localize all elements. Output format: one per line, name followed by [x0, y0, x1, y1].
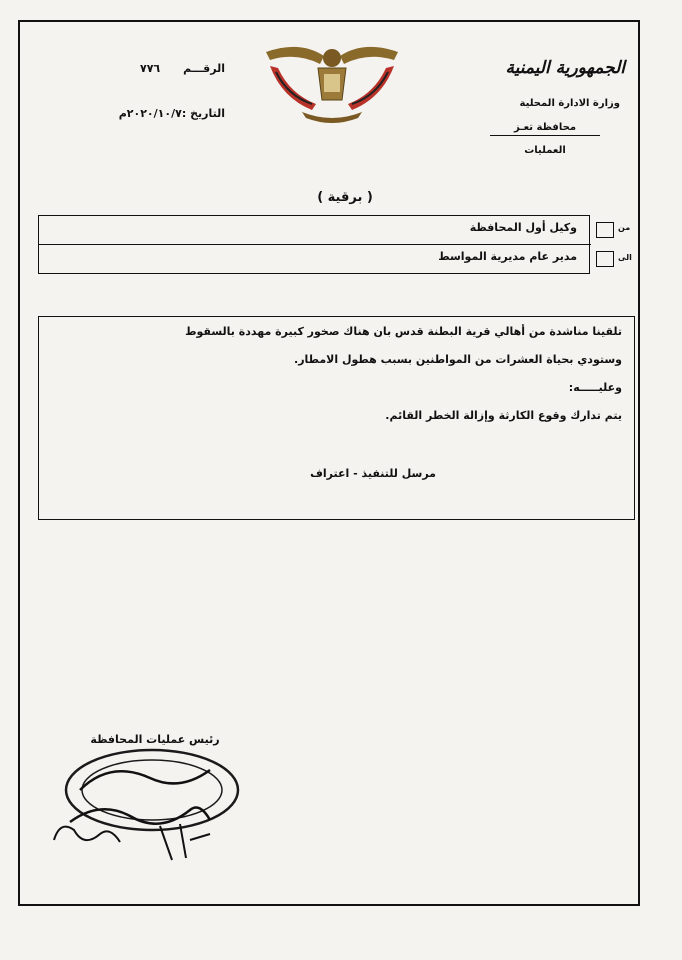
from-to-table	[38, 215, 635, 274]
number-label: الرقـــم	[183, 62, 225, 75]
message-body	[38, 316, 635, 520]
date-label: التاريخ	[190, 107, 225, 120]
number-value: ٧٧٦	[140, 62, 161, 75]
from-row	[39, 216, 591, 245]
country-name: الجمهورية اليمنية	[505, 58, 625, 78]
body-line-4: يتم تدارك وقوع الكارثة وإزالة الخطر القائم.	[385, 409, 622, 422]
body-line-2: وستودي بحياة العشرات من المواطنين بسبب هطول الامطار.	[294, 353, 622, 366]
reference-number	[95, 62, 225, 75]
from-value: وكيل أول المحافظة	[469, 221, 577, 234]
from-to-box	[38, 215, 590, 274]
document-date	[85, 107, 225, 120]
to-label-box	[596, 251, 614, 267]
governorate-name: محافظة تعـز	[490, 122, 600, 136]
to-value: مدير عام مديرية المواسط	[438, 250, 577, 263]
body-line-5: مرسل للتنفيذ - اعتراف	[310, 467, 436, 480]
body-line-3: وعليـــــه:	[568, 381, 622, 394]
to-label: الى	[618, 253, 632, 262]
from-label-box	[596, 222, 614, 238]
date-value: :٢٠٢٠/١٠/٧م	[118, 107, 187, 120]
document-title: ( برقية )	[317, 190, 373, 205]
official-stamp-icon	[40, 730, 240, 870]
to-row	[39, 245, 591, 274]
department-name: العمليات	[524, 145, 566, 156]
body-line-1: تلقينا مناشدة من أهالي قرية البطنة قدس بان هناك صخور كبيرة مهددة بالسقوط	[185, 325, 622, 338]
signature-title: رئيس عمليات المحافظة	[90, 733, 220, 746]
from-label: من	[618, 223, 631, 232]
ministry-name: وزارة الادارة المحلية	[519, 98, 620, 109]
yemen-emblem-icon	[262, 38, 402, 124]
